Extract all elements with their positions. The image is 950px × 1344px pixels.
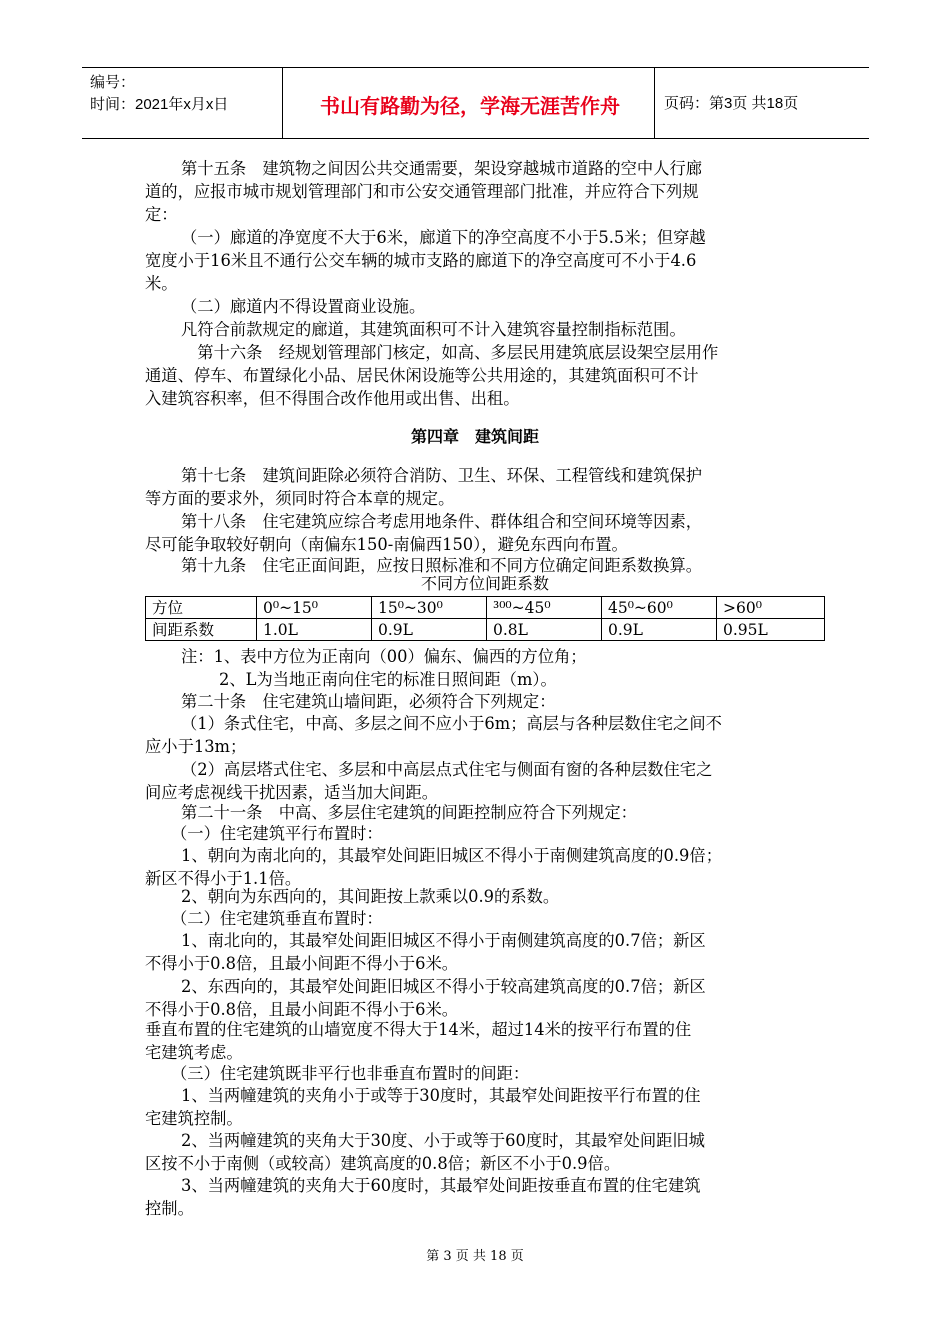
paragraph-line: 米。	[145, 274, 178, 293]
table-cell: 0⁰~15⁰	[257, 597, 372, 619]
table-cell: 0.95L	[717, 619, 825, 641]
document-number-label: 编号：	[90, 74, 136, 91]
table-cell: 方位	[146, 597, 257, 619]
table-cell: 1.0L	[257, 619, 372, 641]
paragraph-line: 等方面的要求外，须同时符合本章的规定。	[145, 489, 455, 508]
table-note: 2、L为当地正南向住宅的标准日照间距（m）。	[219, 670, 557, 689]
paragraph-line: 第十七条 建筑间距除必须符合消防、卫生、环保、工程管线和建筑保护	[181, 466, 703, 485]
paragraph-line: 3、当两幢建筑的夹角大于60度时，其最窄处间距按垂直布置的住宅建筑	[181, 1176, 701, 1195]
paragraph-line: 入建筑容积率，但不得围合改作他用或出售、出租。	[145, 389, 520, 408]
paragraph-line: 2、朝向为东西向的，其间距按上款乘以0.9的系数。	[181, 887, 560, 906]
paragraph-line: 尽可能争取较好朝向（南偏东150-南偏西150），避免东西向布置。	[145, 535, 628, 554]
paragraph-line: （一）廊道的净宽度不大于6米，廊道下的净空高度不小于5.5米；但穿越	[181, 228, 706, 247]
paragraph-line: 2、东西向的，其最窄处间距旧城区不得小于较高建筑高度的0.7倍；新区	[181, 977, 706, 996]
table-cell: 0.9L	[602, 619, 717, 641]
paragraph-line: 第十五条 建筑物之间因公共交通需要，架设穿越城市道路的空中人行廊	[181, 159, 703, 178]
table-row	[146, 619, 825, 641]
paragraph-line: 1、朝向为南北向的，其最窄处间距旧城区不得小于南侧建筑高度的0.9倍；	[181, 846, 722, 865]
header-divider	[654, 68, 655, 138]
paragraph-line: 1、当两幢建筑的夹角小于或等于30度时，其最窄处间距按平行布置的住	[181, 1086, 701, 1105]
paragraph-line: （二）住宅建筑垂直布置时：	[171, 909, 383, 928]
paragraph-line: 垂直布置的住宅建筑的山墙宽度不得大于14米，超过14米的按平行布置的住	[145, 1020, 692, 1039]
paragraph-line: 定：	[145, 205, 178, 224]
table-cell: 45⁰~60⁰	[602, 597, 717, 619]
table-cell: >60⁰	[717, 597, 825, 619]
paragraph-line: （三）住宅建筑既非平行也非垂直布置时的间距：	[171, 1064, 530, 1083]
paragraph-line: 第二十条 住宅建筑山墙间距，必须符合下列规定：	[181, 692, 556, 711]
paragraph-line: 宅建筑考虑。	[145, 1043, 243, 1062]
paragraph-line: （1）条式住宅，中高、多层之间不应小于6m；高层与各种层数住宅之间不	[181, 714, 722, 733]
paragraph-line: 宅建筑控制。	[145, 1109, 243, 1128]
paragraph-line: 凡符合前款规定的廊道，其建筑面积可不计入建筑容量控制指标范围。	[181, 320, 686, 339]
paragraph-line: 第十九条 住宅正面间距，应按日照标准和不同方位确定间距系数换算。	[181, 556, 703, 575]
header-meta	[90, 72, 228, 116]
paragraph-line: （2）高层塔式住宅、多层和中高层点式住宅与侧面有窗的各种层数住宅之	[181, 760, 713, 779]
paragraph-line: 通道、停车、布置绿化小品、居民休闲设施等公共用途的，其建筑面积可不计	[145, 366, 699, 385]
paragraph-line: 1、南北向的，其最窄处间距旧城区不得小于南侧建筑高度的0.7倍；新区	[181, 931, 706, 950]
header-divider	[282, 68, 283, 138]
paragraph-line: 控制。	[145, 1199, 194, 1218]
paragraph-line: 区按不小于南侧（或较高）建筑高度的0.8倍；新区不小于0.9倍。	[145, 1154, 621, 1173]
table-cell: 0.9L	[372, 619, 487, 641]
spacing-coefficient-table	[145, 596, 825, 641]
paragraph-line: （一）住宅建筑平行布置时：	[171, 824, 383, 843]
table-cell: 0.8L	[487, 619, 602, 641]
table-cell: 间距系数	[146, 619, 257, 641]
paragraph-line: 第十六条 经规划管理部门核定，如高、多层民用建筑底层设架空层用作	[181, 343, 719, 362]
page-footer: 第 3 页 共 18 页	[426, 1249, 524, 1264]
table-cell: 15⁰~30⁰	[372, 597, 487, 619]
paragraph-line: 道的，应报市城市规划管理部门和市公安交通管理部门批准，并应符合下列规	[145, 182, 699, 201]
header-motto: 书山有路勤为径，学海无涯苦作舟	[320, 94, 620, 118]
page-header	[82, 67, 869, 139]
paragraph-line: 不得小于0.8倍，且最小间距不得小于6米。	[145, 1000, 459, 1019]
paragraph-line: 第十八条 住宅建筑应综合考虑用地条件、群体组合和空间环境等因素，	[181, 512, 703, 531]
paragraph-line: 不得小于0.8倍，且最小间距不得小于6米。	[145, 954, 459, 973]
paragraph-line: 2、当两幢建筑的夹角大于30度、小于或等于60度时，其最窄处间距旧城	[181, 1131, 705, 1150]
paragraph-line: 宽度小于16米且不通行公交车辆的城市支路的廊道下的净空高度可不小于4.6	[145, 251, 697, 270]
table-note: 注：1、表中方位为正南向（00）偏东、偏西的方位角；	[181, 647, 587, 666]
table-caption: 不同方位间距系数	[420, 576, 549, 593]
paragraph-line: （二）廊道内不得设置商业设施。	[181, 297, 426, 316]
header-page-number: 页码：第3页 共18页	[664, 95, 799, 112]
table-cell: ³⁰⁰~45⁰	[487, 597, 602, 619]
table-row	[146, 597, 825, 619]
paragraph-line: 应小于13m；	[145, 737, 247, 756]
document-date-label: 时间：2021年x月x日	[90, 96, 229, 113]
paragraph-line: 间应考虑视线干扰因素，适当加大间距。	[145, 783, 439, 802]
paragraph-line: 新区不得小于1.1倍。	[145, 869, 302, 888]
paragraph-line: 第二十一条 中高、多层住宅建筑的间距控制应符合下列规定：	[181, 803, 637, 822]
chapter-heading: 第四章 建筑间距	[410, 427, 539, 446]
